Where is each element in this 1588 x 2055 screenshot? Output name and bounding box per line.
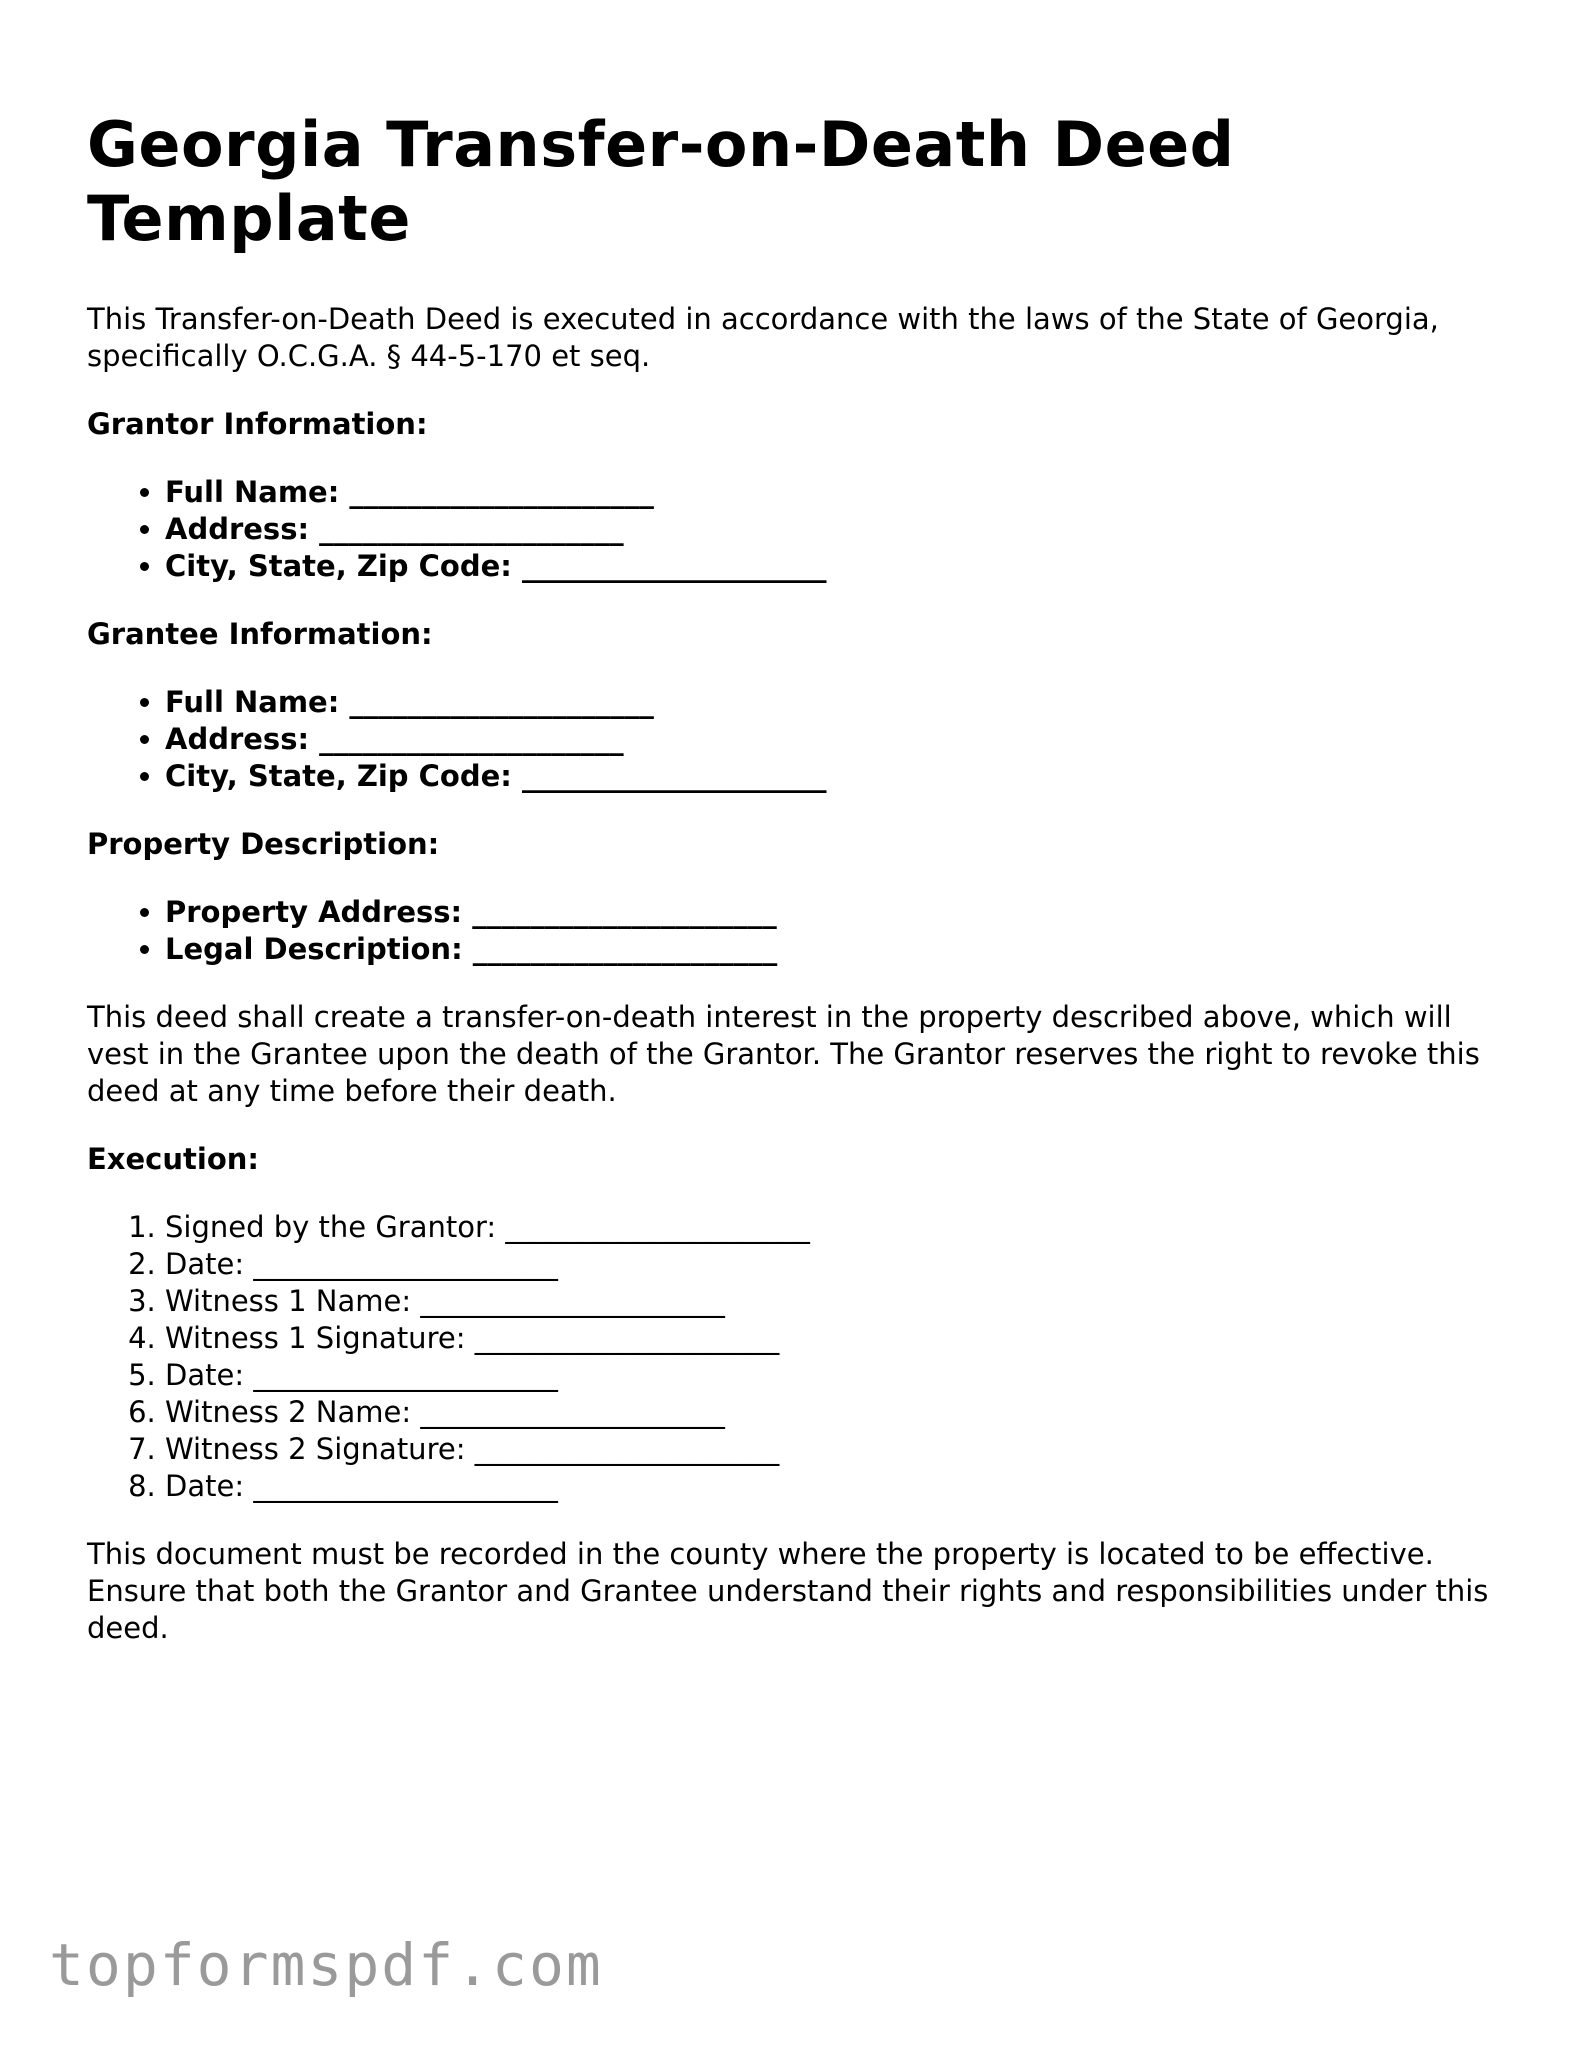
grantee-full-name-blank[interactable]: _____________________ [349,685,654,719]
field-label: Witness 1 Name: [165,1284,412,1318]
document-title: Georgia Transfer-on-Death Deed Template [87,108,1235,255]
legal-description-item [165,931,1507,968]
field-label: Full Name: [165,475,340,509]
grantor-address-blank[interactable]: _____________________ [319,512,624,546]
field-label: Address: [165,512,310,546]
field-label: City, State, Zip Code: [165,549,512,583]
grantee-city-state-zip-item [165,758,1507,795]
witness2-date-blank[interactable]: _____________________ [253,1469,558,1503]
grantor-heading: Grantor Information: [87,407,428,441]
witness2-signature-blank[interactable]: _____________________ [474,1432,780,1466]
execution-item [165,1394,1507,1431]
grantor-date-blank[interactable]: _____________________ [253,1247,558,1281]
execution-item [165,1468,1507,1505]
execution-item [165,1246,1507,1283]
grantee-address-item [165,721,1507,758]
grantor-full-name-item [165,474,1507,511]
property-address-item [165,894,1507,931]
document-page [87,108,1507,1678]
field-label: Witness 2 Signature: [165,1432,466,1466]
witness2-name-blank[interactable]: _____________________ [420,1395,725,1429]
grantor-full-name-blank[interactable]: _____________________ [349,475,654,509]
grantee-city-state-zip-blank[interactable]: _____________________ [521,759,827,793]
execution-item [165,1320,1507,1357]
grantor-address-item [165,511,1507,548]
field-label: City, State, Zip Code: [165,759,512,793]
property-address-blank[interactable]: _____________________ [472,895,777,929]
grantee-address-blank[interactable]: _____________________ [319,722,624,756]
field-label: Full Name: [165,685,340,719]
execution-item [165,1209,1507,1246]
field-label: Date: [165,1469,245,1503]
witness1-signature-blank[interactable]: _____________________ [474,1321,780,1355]
field-label: Legal Description: [165,932,463,966]
intro-paragraph: This Transfer-on-Death Deed is executed in accordance with the laws of the State of Georgia, specifically O.C.G.A. § 44-5-170 et seq. [87,302,1439,373]
grantor-signature-blank[interactable]: _____________________ [505,1210,810,1244]
field-label: Signed by the Grantor: [165,1210,497,1244]
grantee-full-name-item [165,684,1507,721]
witness1-name-blank[interactable]: _____________________ [420,1284,725,1318]
grantee-heading: Grantee Information: [87,617,433,651]
execution-item [165,1283,1507,1320]
field-label: Date: [165,1358,245,1392]
execution-item [165,1431,1507,1468]
field-label: Witness 2 Name: [165,1395,412,1429]
execution-heading: Execution: [87,1142,259,1176]
grantor-city-state-zip-item [165,548,1507,585]
grantor-city-state-zip-blank[interactable]: _____________________ [521,549,827,583]
closing-paragraph: This document must be recorded in the county where the property is located to be effective. Ensure that both the Grantor and Grantee understand their rights and responsibilities under this deed. [87,1537,1489,1645]
legal-description-blank[interactable]: _____________________ [472,932,778,966]
grantor-field-list [87,474,1507,585]
property-field-list [87,894,1507,968]
witness1-date-blank[interactable]: _____________________ [253,1358,558,1392]
field-label: Witness 1 Signature: [165,1321,466,1355]
field-label: Address: [165,722,310,756]
grantee-field-list [87,684,1507,795]
vesting-paragraph: This deed shall create a transfer-on-death interest in the property described above, which will vest in the Grantee upon the death of the Grantor. The Grantor reserves the right to revoke this deed at any time before their death. [87,1000,1480,1108]
field-label: Date: [165,1247,245,1281]
field-label: Property Address: [165,895,463,929]
property-heading: Property Description: [87,827,440,861]
execution-list [87,1209,1507,1505]
execution-item [165,1357,1507,1394]
watermark: topformspdf.com [49,1931,603,1999]
